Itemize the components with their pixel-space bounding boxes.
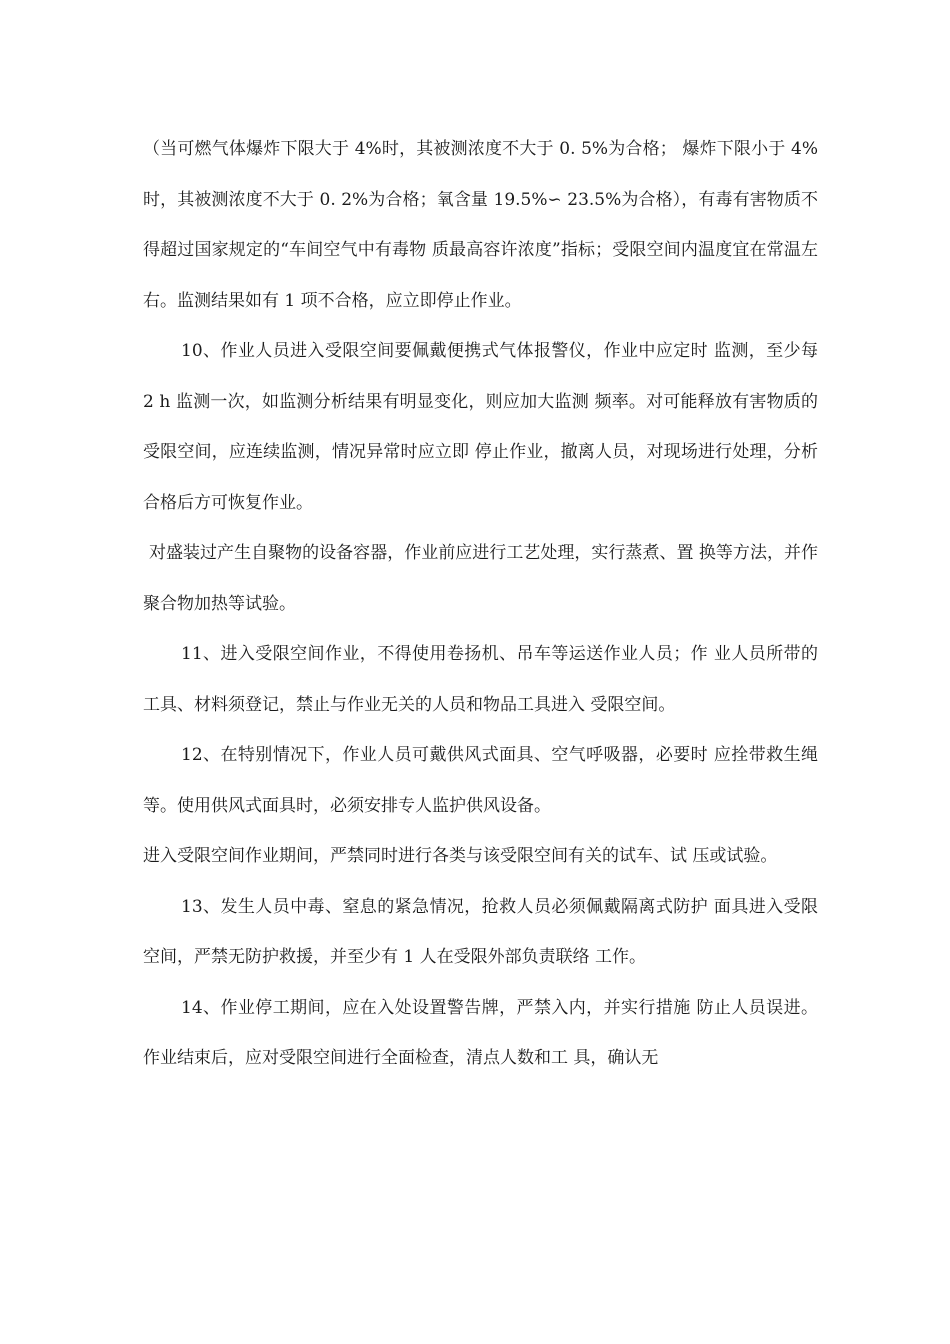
paragraph-item-10: 10、作业人员进入受限空间要佩戴便携式气体报警仪，作业中应定时 监测，至少每 2 h 监测一次，如监测分析结果有明显变化，则应加大监测 频率。对可能释放有害物质的受限空间，应连续监测，情况异常时应立即 停止作业，撤离人员，对现场进行处理，分析合格后方可恢复作业。 <box>143 341 818 513</box>
paragraph-item-12: 12、在特别情况下，作业人员可戴供风式面具、空气呼吸器，必要时 应拴带救生绳等。使用供风式面具时，必须安排专人监护供风设备。 <box>143 745 818 816</box>
paragraph-item-13: 13、发生人员中毒、窒息的紧急情况，抢救人员必须佩戴隔离式防护 面具进入受限空间，严禁无防护救援，并至少有 1 人在受限外部负责联络 工作。 <box>143 896 818 967</box>
paragraph-trial-prohibition: 进入受限空间作业期间，严禁同时进行各类与该受限空间有关的试车、试 压或试验。 <box>143 846 778 866</box>
document-body <box>143 124 818 1084</box>
paragraph-item-14: 14、作业停工期间，应在入处设置警告牌，严禁入内，并实行措施 防止人员误进。作业结束后，应对受限空间进行全面检查，清点人数和工 具，确认无 <box>143 997 818 1068</box>
paragraph-self-polymer: 对盛装过产生自聚物的设备容器，作业前应进行工艺处理，实行蒸煮、置 换等方法，并作聚合物加热等试验。 <box>143 543 818 614</box>
paragraph-gas-limits: （当可燃气体爆炸下限大于 4%时，其被测浓度不大于 0. 5%为合格； 爆炸下限小于 4%时，其被测浓度不大于 0. 2%为合格；氧含量 19.5%∽ 23.5%为合格），有毒有害物质不得超过国家规定的“车间空气中有毒物 质最高容许浓度”指标；受限空间内温度宜在常温左右。监测结果如有 1 项不合格，应立即停止作业。 <box>143 139 818 311</box>
paragraph-item-11: 11、进入受限空间作业，不得使用卷扬机、吊车等运送作业人员；作 业人员所带的工具、材料须登记，禁止与作业无关的人员和物品工具进入 受限空间。 <box>143 644 818 715</box>
